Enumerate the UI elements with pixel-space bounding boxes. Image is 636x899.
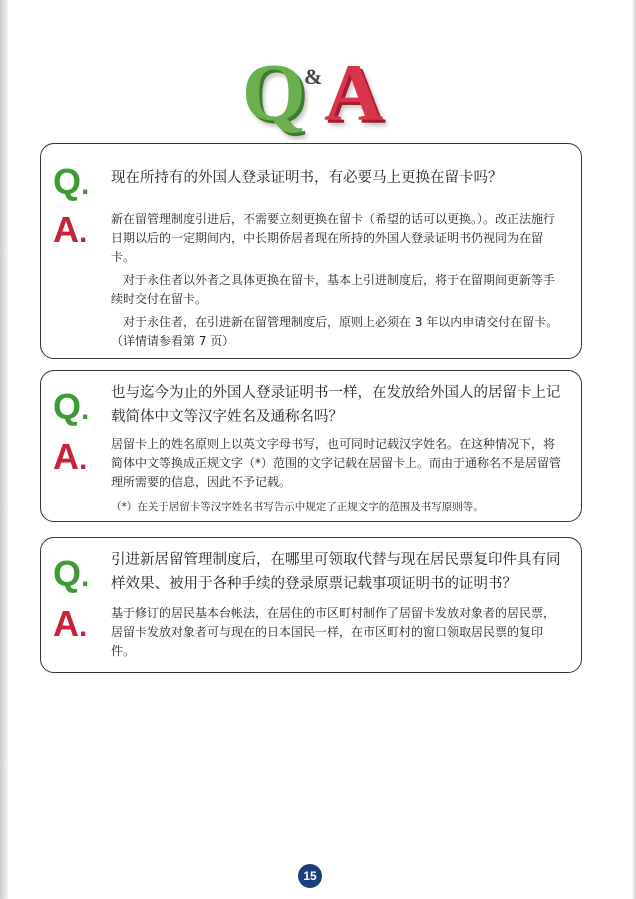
question-mark-1: Q. [53, 161, 90, 202]
page-number: 15 [298, 864, 322, 888]
qa-box-1 [40, 143, 582, 359]
question-mark-3: Q. [53, 553, 90, 594]
logo-ampersand: & [304, 64, 323, 89]
answer-footnote: （*）在关于居留卡等汉字姓名书写告示中规定了正规文字的范围及书写原则等。 [111, 501, 484, 513]
logo-q-letter: Q [242, 47, 306, 138]
answer-paragraph: 对于永住者，在引进新在留管理制度后，原则上必须在 3 年以内申请交付在留卡。（详情请参看第 7 页） [111, 315, 559, 348]
question-text-1: 现在所持有的外国人登录证明书，有必要马上更换在留卡吗？ [111, 170, 503, 186]
question-mark-2: Q. [53, 386, 90, 427]
qa-box-3 [40, 537, 582, 673]
answer-mark-1: A. [53, 209, 88, 250]
answer-paragraph: 对于永住者以外者之具体更换在留卡，基本上引进制度后，将于在留期间更新等手续时交付在留卡。 [111, 273, 556, 306]
answer-mark-3: A. [53, 603, 88, 644]
answer-text-3 [111, 604, 565, 665]
answer-paragraph: 新在留管理制度引进后，不需要立刻更换在留卡（希望的话可以更换。）。改正法施行日期以后的一定期间内，中长期侨居者现在所持的外国人登录证明书仍视同为在留卡。 [111, 212, 556, 264]
question-text-2: 也与迄今为止的外国人登录证明书一样，在发放给外国人的居留卡上记载简体中文等汉字姓名及通称名吗？ [111, 385, 561, 425]
qa-box-2 [40, 370, 582, 522]
answer-mark-2: A. [53, 436, 88, 477]
answer-text-2 [111, 435, 565, 521]
qa-logo [0, 47, 636, 138]
answer-paragraph: 基于修订的居民基本台帐法，在居住的市区町村制作了居留卡发放对象者的居民票，居留卡发放对象者可与现在的日本国民一样，在市区町村的窗口领取居民票的复印件。 [111, 606, 556, 658]
logo-a-letter: A [324, 47, 384, 138]
question-text-3: 引进新居留管理制度后，在哪里可领取代替与现在居民票复印件具有同样效果、被用于各种手续的登录原票记载事项证明书的证明书？ [111, 552, 561, 592]
answer-paragraph: 居留卡上的姓名原则上以英文字母书写，也可同时记载汉字姓名。在这种情况下，将简体中文等换成正规文字（*）范围的文字记载在居留卡上。而由于通称名不是居留管理所需要的信息，因此不予记载。 [111, 437, 562, 489]
answer-text-1 [111, 210, 565, 355]
